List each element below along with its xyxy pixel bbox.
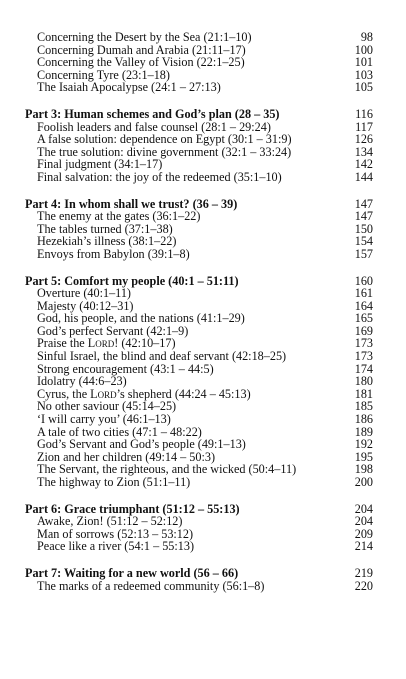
toc-section-part-7: [25, 567, 373, 592]
toc-entry-title: A false solution: dependence on Egypt (30:1 – 31:9): [37, 132, 292, 147]
toc-part-page: 160: [354, 273, 373, 288]
toc-entry-page: 126: [354, 132, 373, 147]
toc-part-title: Part 3: Human schemes and God’s plan (28 – 35): [25, 106, 280, 121]
toc-entry-page: 154: [354, 234, 373, 249]
toc-entry-title: Concerning the Valley of Vision (22:1–25): [37, 55, 245, 70]
toc-entry-title: The Isaiah Apocalypse (24:1 – 27:13): [37, 80, 221, 95]
toc-entry-page: 220: [354, 578, 373, 593]
section-spacer: [25, 184, 373, 198]
toc-entry-title: Overture (40:1–11): [37, 286, 131, 301]
section-spacer: [25, 94, 373, 108]
toc-entry-title: God’s Servant and God’s people (49:1–13): [37, 437, 246, 452]
toc-part-page: 219: [354, 565, 373, 580]
toc-entry: [25, 350, 373, 363]
toc-part-page: 116: [355, 106, 373, 121]
toc-entry-title: The true solution: divine government (32:1 – 33:24): [37, 144, 292, 159]
toc-entry-title: Envoys from Babylon (39:1–8): [37, 246, 190, 261]
toc-entry-page: 180: [354, 374, 373, 389]
toc-entry-title: Final salvation: the joy of the redeemed (35:1–10): [37, 169, 282, 184]
toc-entry-page: 117: [355, 119, 373, 134]
toc-part-title: Part 7: Waiting for a new world (56 – 66): [25, 565, 239, 580]
toc-entry: [25, 31, 373, 44]
section-spacer: [25, 489, 373, 503]
toc-part-page: 147: [354, 196, 373, 211]
toc-entry-title: Praise the Lord! (42:10–17): [37, 336, 176, 351]
toc-entry-title: Foolish leaders and false counsel (28:1 – 29:24): [37, 119, 271, 134]
toc-entry-page: 100: [354, 42, 373, 57]
toc-entry-title: Idolatry (44:6–23): [37, 374, 127, 389]
toc-entry-page: 186: [354, 412, 373, 427]
toc-entry-page: 150: [354, 221, 373, 236]
toc-entry-page: 169: [354, 323, 373, 338]
toc-entry: [25, 540, 373, 553]
toc-entry: [25, 81, 373, 94]
toc-entry-title: God’s perfect Servant (42:1–9): [37, 323, 189, 338]
toc-part-heading: [25, 108, 373, 121]
toc-entry: [25, 375, 373, 388]
toc-entry-title: No other saviour (45:14–25): [37, 399, 177, 414]
toc-part-title: Part 5: Comfort my people (40:1 – 51:11): [25, 273, 239, 288]
toc-entry-title: The Servant, the righteous, and the wicked (50:4–11): [37, 462, 297, 477]
toc-entry: [25, 248, 373, 261]
toc-entry: [25, 515, 373, 528]
toc-entry-page: 144: [354, 169, 373, 184]
toc-entry-page: 157: [354, 246, 373, 261]
toc-entry-title: Concerning the Desert by the Sea (21:1–10): [37, 30, 252, 44]
toc-entry: [25, 476, 373, 489]
toc-part-title: Part 6: Grace triumphant (51:12 – 55:13): [25, 501, 240, 516]
toc-entry-title: Concerning Dumah and Arabia (21:11–17): [37, 42, 246, 57]
toc-entry-title: Sinful Israel, the blind and deaf servant (42:18–25): [37, 349, 287, 364]
toc-entry: [25, 210, 373, 223]
toc-entry-page: 173: [354, 336, 373, 351]
toc-entry-title: Hezekiah’s illness (38:1–22): [37, 234, 177, 249]
toc-section-part-6: [25, 503, 373, 553]
toc-entry-title: The tables turned (37:1–38): [37, 221, 173, 236]
toc-entry-page: 198: [354, 462, 373, 477]
section-spacer: [25, 553, 373, 567]
toc-entry-page: 200: [354, 475, 373, 489]
toc-entry-page: 161: [354, 286, 373, 301]
toc-section: [25, 31, 373, 94]
toc-entry: [25, 133, 373, 146]
toc-entry-page: 101: [354, 55, 373, 70]
toc-section-part-3: [25, 108, 373, 184]
toc-section-part-4: [25, 198, 373, 261]
toc-entry-title: Strong encouragement (43:1 – 44:5): [37, 361, 214, 376]
toc-part-title: Part 4: In whom shall we trust? (36 – 39): [25, 196, 238, 211]
toc-entry-title: Concerning Tyre (23:1–18): [37, 67, 170, 82]
toc-entry-title: God, his people, and the nations (41:1–29): [37, 311, 245, 326]
toc-entry-page: 185: [354, 399, 373, 414]
toc-entry-title: Final judgment (34:1–17): [37, 157, 163, 172]
toc-entry: [25, 287, 373, 300]
toc-entry-page: 192: [354, 437, 373, 452]
toc-entry-page: 204: [354, 514, 373, 529]
toc-entry-page: 105: [354, 80, 373, 95]
toc-entry-page: 98: [360, 30, 373, 44]
toc-entry-title: The highway to Zion (51:1–11): [37, 475, 191, 489]
toc-entry-page: 174: [354, 361, 373, 376]
toc-entry: [25, 580, 373, 593]
toc-entry-title: ‘I will carry you’ (46:1–13): [37, 412, 171, 427]
toc-entry-page: 214: [354, 539, 373, 554]
toc-entry-page: 209: [354, 526, 373, 541]
toc-entry-page: 181: [354, 386, 373, 401]
toc-entry-page: 142: [354, 157, 373, 172]
toc-entry-title: The enemy at the gates (36:1–22): [37, 209, 201, 224]
toc-entry: [25, 438, 373, 451]
toc-entry-page: 164: [354, 298, 373, 313]
toc-entry-page: 189: [354, 424, 373, 439]
toc-entry-page: 103: [354, 67, 373, 82]
toc-entry-page: 134: [354, 144, 373, 159]
toc-entry-title: Majesty (40:12–31): [37, 298, 134, 313]
toc-entry-title: The marks of a redeemed community (56:1–8): [37, 578, 265, 593]
table-of-contents: [25, 31, 373, 592]
toc-entry-title: Cyrus, the Lord’s shepherd (44:24 – 45:13): [37, 386, 251, 401]
toc-section-part-5: [25, 275, 373, 489]
toc-entry-title: Zion and her children (49:14 – 50:3): [37, 449, 216, 464]
toc-entry: [25, 413, 373, 426]
toc-entry-title: Man of sorrows (52:13 – 53:12): [37, 526, 194, 541]
toc-part-page: 204: [354, 501, 373, 516]
toc-part-heading: [25, 567, 373, 580]
toc-entry-title: Peace like a river (54:1 – 55:13): [37, 539, 195, 554]
toc-entry-page: 173: [354, 349, 373, 364]
section-spacer: [25, 261, 373, 275]
toc-entry-page: 165: [354, 311, 373, 326]
toc-entry: [25, 171, 373, 184]
toc-entry-page: 147: [354, 209, 373, 224]
toc-entry: [25, 56, 373, 69]
toc-entry-page: 195: [354, 449, 373, 464]
toc-entry: [25, 312, 373, 325]
toc-entry-title: Awake, Zion! (51:12 – 52:12): [37, 514, 183, 529]
toc-entry-title: A tale of two cities (47:1 – 48:22): [37, 424, 202, 439]
